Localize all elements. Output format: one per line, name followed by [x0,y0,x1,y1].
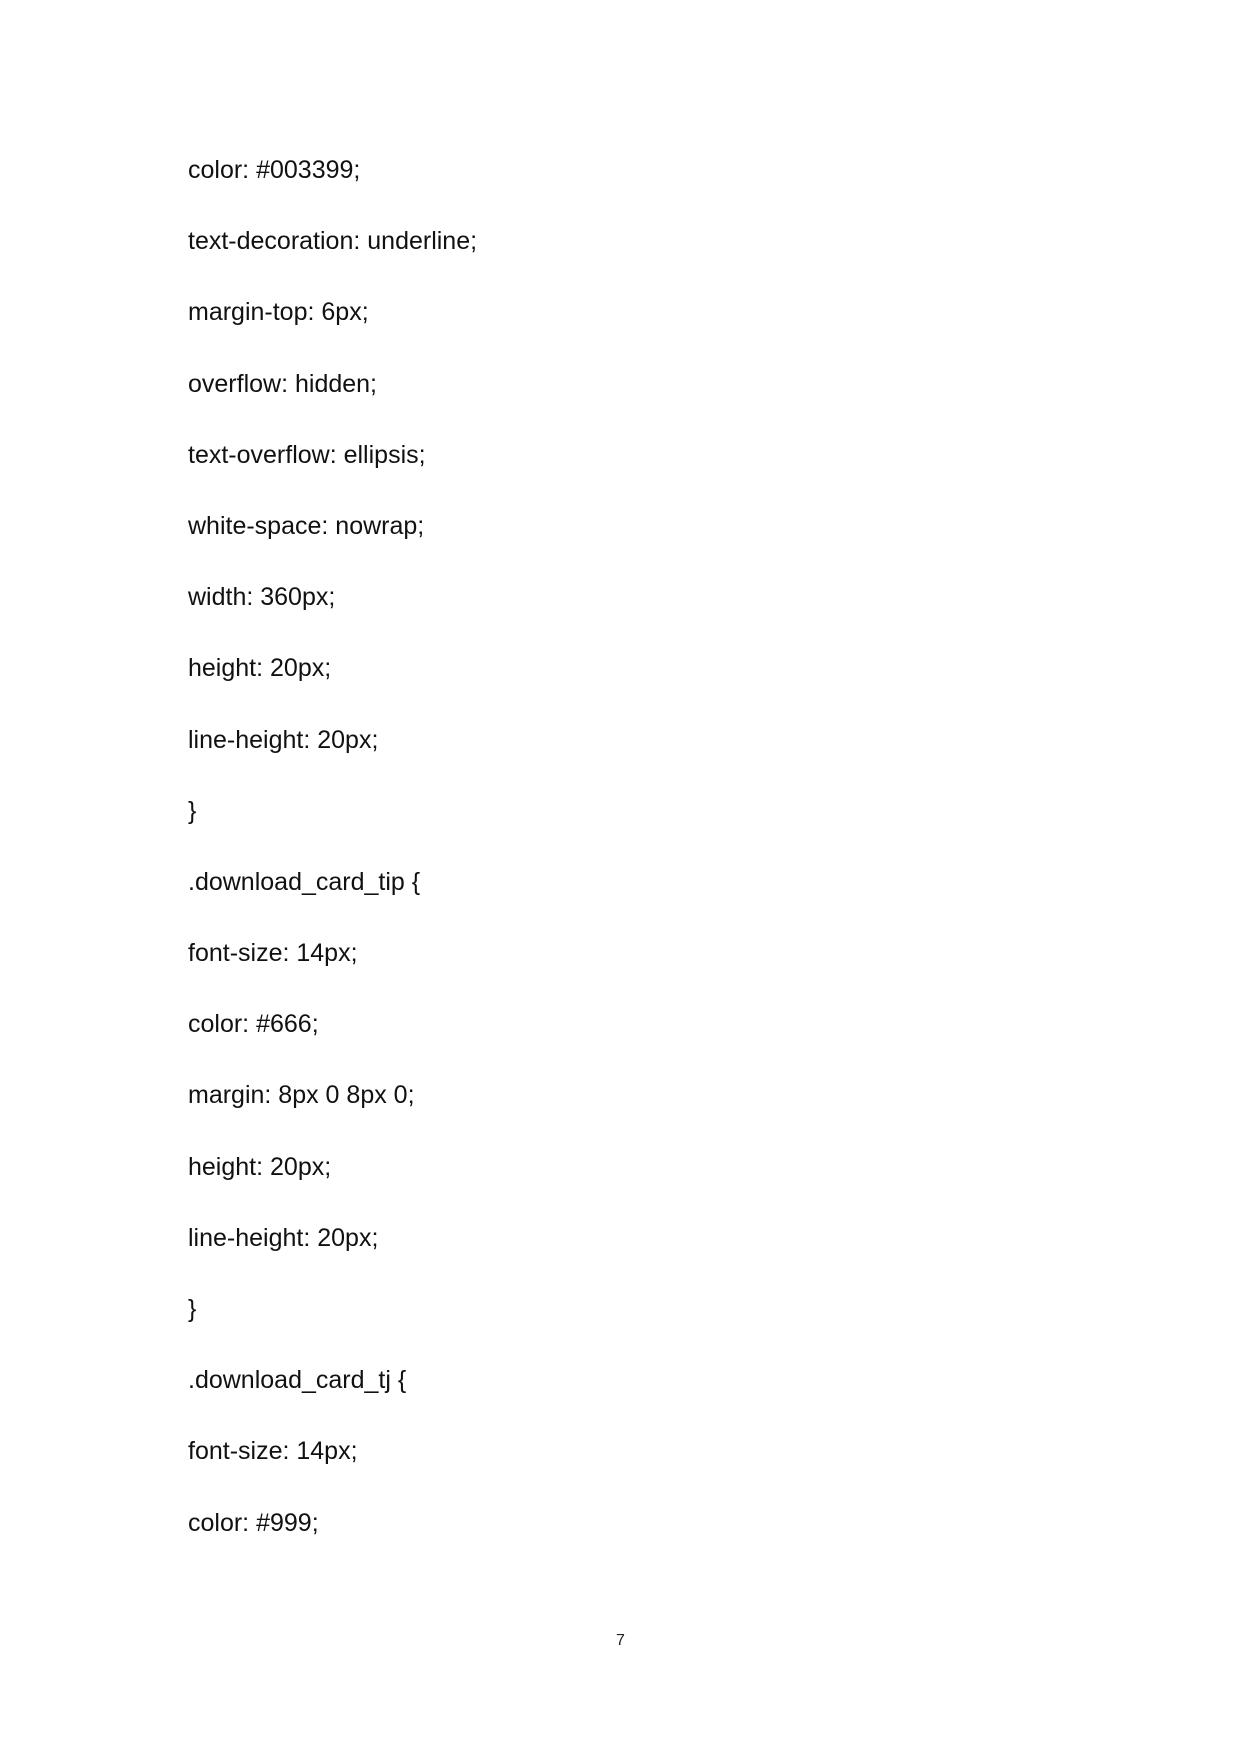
code-line: margin-top: 6px; [188,298,369,327]
code-line: margin: 8px 0 8px 0; [188,1081,415,1110]
code-line: overflow: hidden; [188,369,378,398]
code-line: width: 360px; [188,583,336,612]
code-line: text-decoration: underline; [188,227,478,256]
page-number: 7 [616,1632,625,1649]
code-line: } [188,1295,197,1323]
code-line: height: 20px; [188,1152,332,1181]
code-lines [188,148,1088,1572]
code-line: color: #003399; [188,156,361,184]
code-line: line-height: 20px; [188,1223,379,1252]
code-line: } [188,796,197,825]
code-line: text-overflow: ellipsis; [188,440,426,469]
code-line: height: 20px; [188,654,332,683]
code-line: white-space: nowrap; [188,511,425,540]
code-line: font-size: 14px; [188,1437,358,1466]
code-line: color: #999; [188,1508,319,1537]
code-line: .download_card_tj { [188,1366,407,1395]
code-line: .download_card_tip { [188,867,421,896]
code-line: line-height: 20px; [188,725,379,754]
code-line: font-size: 14px; [188,939,358,968]
code-line: color: #666; [188,1010,319,1039]
